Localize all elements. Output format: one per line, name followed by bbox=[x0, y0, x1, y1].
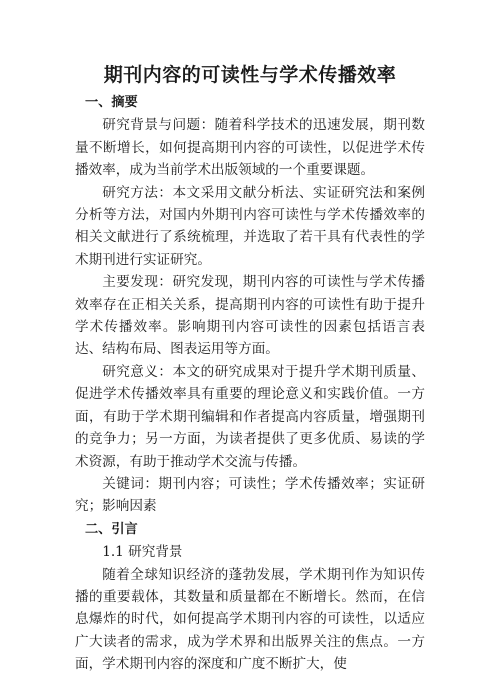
paragraph-keywords: 关键词：期刊内容；可读性；学术传播效率；实证研究；影响因素 bbox=[75, 475, 425, 515]
paragraph-background: 研究背景与问题：随着科学技术的迅速发展，期刊数量不断增长，如何提高期刊内容的可读性，以促进学术传播效率，成为当前学术出版领域的一个重要课题。 bbox=[75, 117, 425, 179]
subsection-heading-background: 1.1 研究背景 bbox=[102, 544, 183, 561]
document-body bbox=[75, 92, 425, 676]
section-heading-introduction: 二、引言 bbox=[85, 521, 138, 537]
page-title: 期刊内容的可读性与学术传播效率 bbox=[103, 64, 397, 86]
paragraph-significance: 研究意义：本文的研究成果对于提升学术期刊质量、促进学术传播效率具有重要的理论意义和实践价值。一方面，有助于学术期刊编辑和作者提高内容质量，增强期刊的竞争力；另一方面，为读者提供了更多优质、易读的学术资源，有助于推动学术交流与传播。 bbox=[75, 363, 425, 470]
section-heading-abstract: 一、摘要 bbox=[85, 95, 138, 110]
paragraph-methods: 研究方法：本文采用文献分析法、实证研究法和案例分析等方法，对国内外期刊内容可读性与学术传播效率的相关文献进行了系统梳理，并选取了若干具有代表性的学术期刊进行实证研究。 bbox=[75, 184, 425, 268]
paragraph-intro-background: 随着全球知识经济的蓬勃发展，学术期刊作为知识传播的重要载体，其数量和质量都在不断增长。然而，在信息爆炸的时代，如何提高学术期刊内容的可读性，以适应广大读者的需求，成为学术界和出版界关注的焦点。一方面，学术期刊内容的深度和广度不断扩大，使 bbox=[75, 566, 425, 673]
paragraph-findings: 主要发现：研究发现，期刊内容的可读性与学术传播效率存在正相关关系，提高期刊内容的可读性有助于提升学术传播效率。影响期刊内容可读性的因素包括语言表达、结构布局、图表运用等方面。 bbox=[75, 274, 425, 358]
